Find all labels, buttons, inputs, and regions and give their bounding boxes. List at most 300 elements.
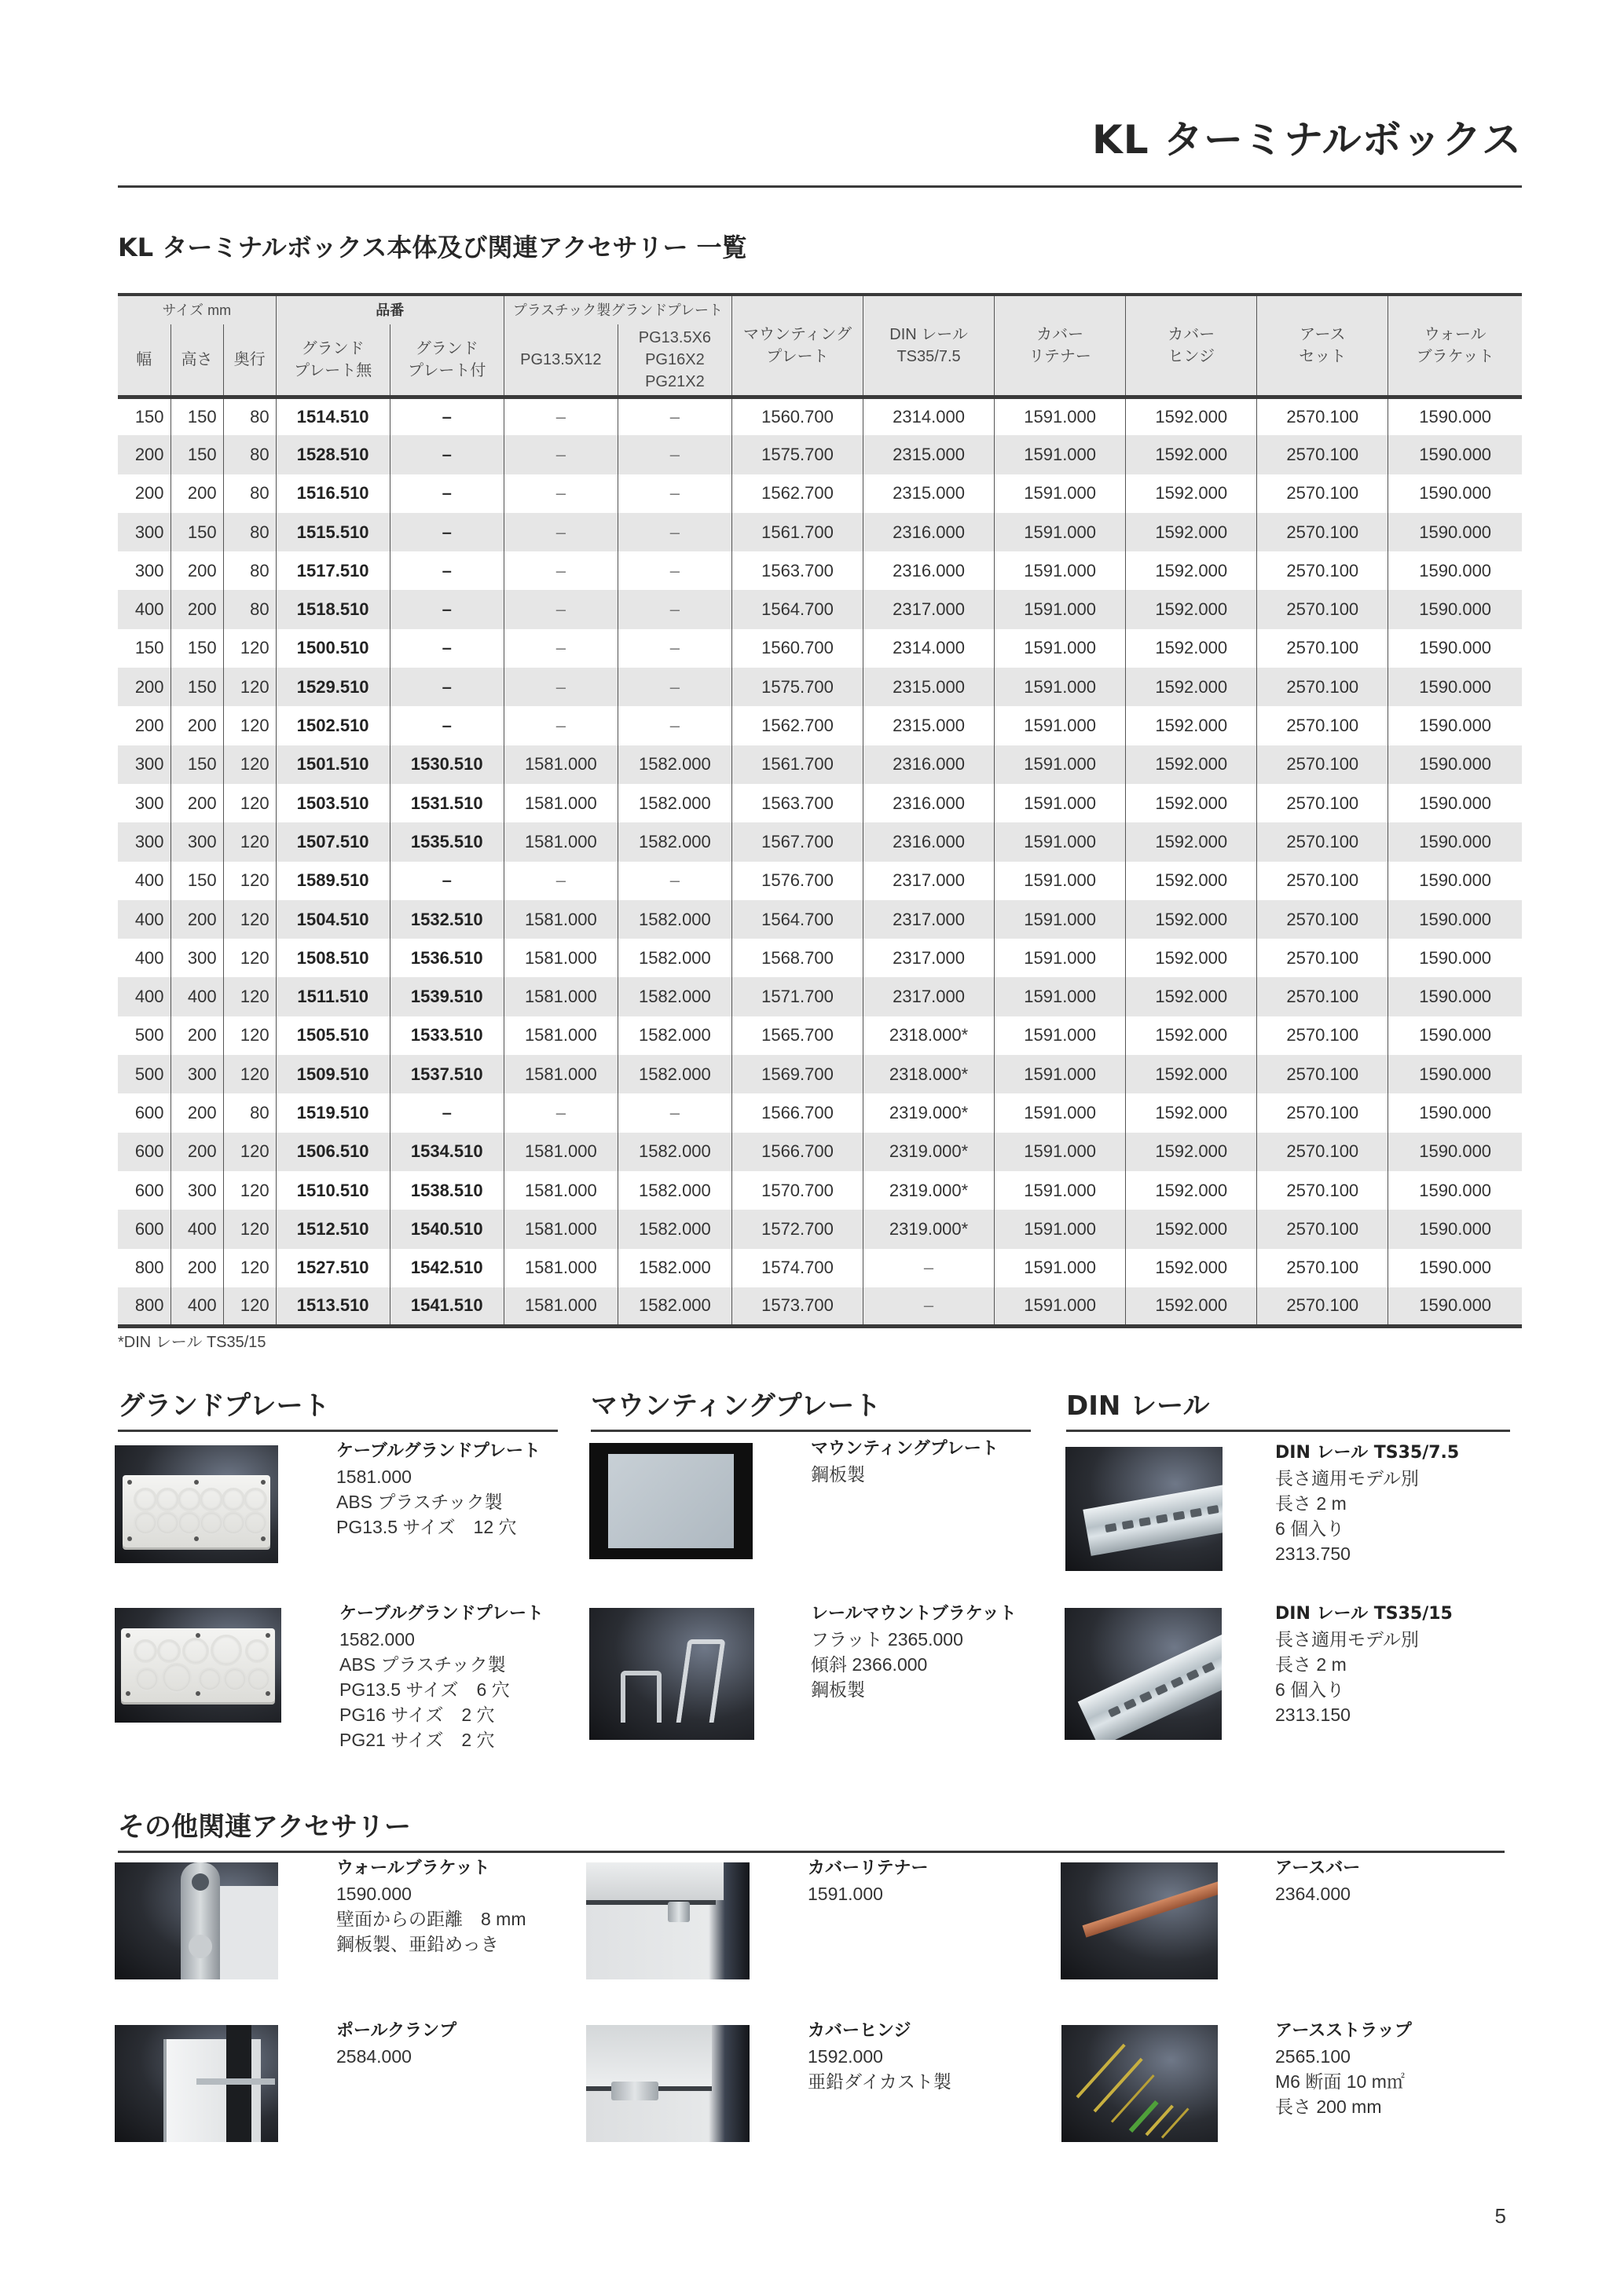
table-cell: 1590.000: [1388, 939, 1522, 977]
table-cell: 1516.510: [276, 474, 390, 513]
accessory-text: [336, 1856, 596, 1957]
table-cell: –: [504, 629, 618, 668]
table-cell: 300: [134, 754, 164, 774]
table-cell: 1590.000: [1388, 862, 1522, 900]
table-cell: 1582.000: [618, 939, 731, 977]
table-cell: 120: [223, 784, 276, 822]
table-cell: –: [390, 590, 504, 628]
table-cell: 1591.000: [995, 668, 1126, 706]
header-group-size: サイズ mm: [162, 302, 232, 318]
table-cell: 1562.700: [731, 706, 863, 745]
table-cell: 2570.100: [1257, 706, 1388, 745]
table-cell: 1590.000: [1388, 1171, 1522, 1210]
din-rail-7-5-photo: [1065, 1447, 1223, 1571]
table-cell: 200: [170, 784, 223, 822]
table-cell: 1582.000: [618, 900, 731, 939]
table-cell: 1581.000: [504, 784, 618, 822]
table-cell: 80: [223, 397, 276, 435]
table-cell: 1590.000: [1388, 1016, 1522, 1055]
header-depth: 奥行: [223, 324, 276, 397]
earth-strap-photo: [1061, 2025, 1218, 2142]
table-cell: –: [618, 397, 731, 435]
accessory-part-number: 2364.000: [1275, 1884, 1351, 1904]
table-cell: 2315.000: [863, 435, 995, 474]
table-row: [118, 629, 1522, 668]
table-cell: 800: [134, 1258, 164, 1278]
table-cell: 2570.100: [1257, 1093, 1388, 1132]
table-cell: 1581.000: [504, 1210, 618, 1248]
table-cell: –: [504, 397, 618, 435]
table-cell: –: [618, 474, 731, 513]
table-cell: 600: [134, 1180, 164, 1200]
table-cell: 2316.000: [863, 513, 995, 551]
table-cell: –: [390, 668, 504, 706]
table-cell: 1566.700: [731, 1133, 863, 1171]
table-cell: 1590.000: [1388, 1210, 1522, 1248]
table-row: [118, 784, 1522, 822]
table-cell: 2318.000*: [863, 1016, 995, 1055]
table-row: [118, 939, 1522, 977]
table-cell: 80: [223, 1093, 276, 1132]
table-cell: 1509.510: [276, 1055, 390, 1093]
wall-bracket-photo: [115, 1862, 278, 1979]
table-row: [118, 1287, 1522, 1326]
table-cell: 2570.100: [1257, 435, 1388, 474]
table-cell: 1592.000: [1126, 551, 1257, 590]
table-cell: 1575.700: [731, 668, 863, 706]
accessory-spec: M6 断面 10 m㎡: [1275, 2071, 1405, 2092]
page-number: 5: [1494, 2204, 1506, 2228]
table-cell: 1582.000: [618, 745, 731, 784]
product-table-container: [118, 293, 1522, 1328]
table-cell: 2316.000: [863, 551, 995, 590]
table-cell: 1592.000: [1126, 939, 1257, 977]
table-cell: 1592.000: [1126, 668, 1257, 706]
table-cell: 1528.510: [276, 435, 390, 474]
table-cell: 120: [223, 629, 276, 668]
table-cell: 1564.700: [731, 900, 863, 939]
accessory-spec: 長さ適用モデル別: [1275, 1629, 1419, 1650]
table-cell: 1591.000: [995, 862, 1126, 900]
table-cell: 200: [134, 716, 164, 736]
table-cell: 1592.000: [1126, 590, 1257, 628]
table-cell: 500: [134, 1064, 164, 1084]
table-cell: 200: [170, 1133, 223, 1171]
table-row: [118, 397, 1522, 435]
header-pg13-5x12: PG13.5X12: [504, 324, 618, 397]
table-cell: 1592.000: [1126, 1210, 1257, 1248]
table-cell: 1581.000: [504, 977, 618, 1016]
accessory-text: [808, 1856, 1067, 1906]
table-cell: 1576.700: [731, 862, 863, 900]
table-cell: 1532.510: [390, 900, 504, 939]
table-cell: 2319.000*: [863, 1093, 995, 1132]
table-cell: 300: [134, 793, 164, 813]
table-cell: 2570.100: [1257, 1287, 1388, 1326]
table-cell: 1542.510: [390, 1249, 504, 1287]
table-cell: 1511.510: [276, 977, 390, 1016]
accessory-text: [336, 2019, 596, 2069]
table-cell: 1591.000: [995, 784, 1126, 822]
table-cell: –: [618, 668, 731, 706]
table-cell: 300: [134, 560, 164, 580]
table-cell: 400: [134, 870, 164, 891]
accessory-text: [811, 1437, 1070, 1487]
table-cell: 1539.510: [390, 977, 504, 1016]
table-row: [118, 706, 1522, 745]
table-cell: 2317.000: [863, 939, 995, 977]
gland-plate-section-title: グランドプレート: [118, 1390, 330, 1422]
header-wall-bracket: ウォール ブラケット: [1388, 295, 1522, 397]
table-cell: 400: [134, 947, 164, 968]
accessory-name: カバーリテナー: [808, 1858, 929, 1878]
table-cell: 1591.000: [995, 397, 1126, 435]
rail-mount-bracket-photo: [589, 1608, 754, 1740]
table-cell: 2570.100: [1257, 784, 1388, 822]
table-cell: 1581.000: [504, 1249, 618, 1287]
table-cell: 1592.000: [1126, 1055, 1257, 1093]
header-earth-set: アース セット: [1257, 295, 1388, 397]
accessory-name: DIN レール TS35/15: [1275, 1604, 1453, 1624]
table-cell: 2570.100: [1257, 862, 1388, 900]
table-cell: 1581.000: [504, 1016, 618, 1055]
table-cell: 1582.000: [618, 822, 731, 861]
table-cell: 1582.000: [618, 1249, 731, 1287]
table-row: [118, 745, 1522, 784]
accessory-spec: 6 個入り: [1275, 1679, 1345, 1700]
table-row: [118, 551, 1522, 590]
table-cell: 1567.700: [731, 822, 863, 861]
table-cell: 1564.700: [731, 590, 863, 628]
mounting-plate-section-title: マウンティングプレート: [591, 1390, 882, 1422]
accessory-text: [339, 1602, 599, 1752]
table-cell: 2570.100: [1257, 397, 1388, 435]
table-cell: –: [504, 862, 618, 900]
table-cell: 2317.000: [863, 900, 995, 939]
table-cell: 200: [170, 706, 223, 745]
accessory-text: [811, 1602, 1070, 1702]
table-cell: 1518.510: [276, 590, 390, 628]
table-cell: –: [390, 397, 504, 435]
table-cell: 1590.000: [1388, 590, 1522, 628]
table-cell: 1592.000: [1126, 1133, 1257, 1171]
table-cell: –: [504, 590, 618, 628]
table-cell: 1592.000: [1126, 1171, 1257, 1210]
gland-plate-mixed-holes-photo: [115, 1608, 281, 1723]
table-cell: 1581.000: [504, 1055, 618, 1093]
table-cell: 1590.000: [1388, 551, 1522, 590]
table-cell: 2314.000: [863, 629, 995, 668]
table-cell: 1538.510: [390, 1171, 504, 1210]
table-cell: 150: [170, 629, 223, 668]
table-cell: 500: [134, 1025, 164, 1045]
table-cell: 1590.000: [1388, 745, 1522, 784]
table-cell: 1541.510: [390, 1287, 504, 1326]
gland-plate-divider: [118, 1430, 558, 1432]
table-cell: 1590.000: [1388, 513, 1522, 551]
table-cell: 1590.000: [1388, 435, 1522, 474]
table-cell: 1591.000: [995, 706, 1126, 745]
accessory-spec: 壁面からの距離 8 mm: [336, 1909, 526, 1929]
table-row: [118, 1133, 1522, 1171]
table-cell: 1590.000: [1388, 977, 1522, 1016]
table-cell: –: [618, 1093, 731, 1132]
table-cell: 1582.000: [618, 1055, 731, 1093]
table-cell: 2316.000: [863, 784, 995, 822]
table-cell: 120: [223, 862, 276, 900]
accessory-name: ケーブルグランドプレート: [339, 1604, 544, 1624]
mounting-plate-photo: [589, 1443, 753, 1559]
table-cell: –: [618, 435, 731, 474]
table-cell: 1581.000: [504, 939, 618, 977]
table-cell: 1510.510: [276, 1171, 390, 1210]
accessory-text: [1275, 1856, 1534, 1906]
table-cell: 1503.510: [276, 784, 390, 822]
table-cell: 2319.000*: [863, 1171, 995, 1210]
cover-retainer-photo: [586, 1862, 750, 1979]
table-cell: 1591.000: [995, 745, 1126, 784]
table-cell: 120: [223, 900, 276, 939]
table-cell: 2316.000: [863, 745, 995, 784]
table-cell: 1507.510: [276, 822, 390, 861]
table-cell: 2570.100: [1257, 745, 1388, 784]
table-cell: 1535.510: [390, 822, 504, 861]
table-cell: –: [618, 862, 731, 900]
table-cell: 2317.000: [863, 590, 995, 628]
table-cell: 1560.700: [731, 397, 863, 435]
table-cell: 1527.510: [276, 1249, 390, 1287]
table-cell: 2570.100: [1257, 474, 1388, 513]
accessory-spec: 6 個入り: [1275, 1518, 1345, 1539]
table-cell: 1590.000: [1388, 474, 1522, 513]
table-cell: 1590.000: [1388, 1249, 1522, 1287]
accessory-name: マウンティングプレート: [811, 1439, 999, 1459]
table-cell: 1590.000: [1388, 1055, 1522, 1093]
table-cell: 1573.700: [731, 1287, 863, 1326]
accessory-spec: PG13.5 サイズ 12 穴: [336, 1517, 517, 1537]
table-cell: 1561.700: [731, 745, 863, 784]
din-rail-divider: [1066, 1430, 1510, 1432]
table-cell: 800: [134, 1295, 164, 1316]
accessory-spec: 長さ適用モデル別: [1275, 1468, 1419, 1489]
header-without-gland-plate: グランド プレート無: [276, 324, 390, 397]
table-row: [118, 900, 1522, 939]
table-cell: 1592.000: [1126, 745, 1257, 784]
mounting-plate-divider: [591, 1430, 1031, 1432]
table-cell: 1589.510: [276, 862, 390, 900]
table-cell: 150: [134, 638, 164, 658]
table-cell: 2570.100: [1257, 629, 1388, 668]
accessory-spec: ABS プラスチック製: [339, 1654, 506, 1675]
table-cell: 150: [170, 435, 223, 474]
table-cell: 1592.000: [1126, 513, 1257, 551]
table-cell: 1591.000: [995, 1093, 1126, 1132]
table-cell: 2315.000: [863, 706, 995, 745]
table-cell: 2570.100: [1257, 551, 1388, 590]
accessory-name: アースストラップ: [1275, 2021, 1412, 2041]
table-cell: 1560.700: [731, 629, 863, 668]
table-cell: 120: [223, 977, 276, 1016]
table-cell: 2318.000*: [863, 1055, 995, 1093]
table-cell: –: [504, 668, 618, 706]
table-cell: 2570.100: [1257, 1249, 1388, 1287]
table-row: [118, 822, 1522, 861]
table-cell: 1513.510: [276, 1287, 390, 1326]
table-cell: 1590.000: [1388, 1093, 1522, 1132]
table-cell: 1572.700: [731, 1210, 863, 1248]
table-cell: 1566.700: [731, 1093, 863, 1132]
accessory-name: DIN レール TS35/7.5: [1275, 1443, 1460, 1463]
table-row: [118, 977, 1522, 1016]
table-cell: 200: [170, 474, 223, 513]
table-cell: 1592.000: [1126, 862, 1257, 900]
table-cell: 300: [170, 939, 223, 977]
table-cell: 2570.100: [1257, 939, 1388, 977]
table-cell: 1591.000: [995, 513, 1126, 551]
accessory-spec: 鋼板製: [811, 1464, 865, 1485]
header-cover-retainer: カバー リテナー: [995, 295, 1126, 397]
table-cell: 2570.100: [1257, 822, 1388, 861]
table-cell: 120: [223, 1016, 276, 1055]
table-cell: 1591.000: [995, 590, 1126, 628]
table-cell: 150: [170, 668, 223, 706]
table-cell: 1592.000: [1126, 1249, 1257, 1287]
table-cell: 200: [170, 1249, 223, 1287]
accessory-part-number: 2565.100: [1275, 2046, 1351, 2067]
table-cell: 2570.100: [1257, 1133, 1388, 1171]
din-rail-section-title: DIN レール: [1066, 1390, 1210, 1422]
table-cell: 1582.000: [618, 1171, 731, 1210]
table-cell: 1591.000: [995, 629, 1126, 668]
table-cell: 1590.000: [1388, 1287, 1522, 1326]
table-cell: 2570.100: [1257, 1171, 1388, 1210]
table-cell: 400: [170, 977, 223, 1016]
accessory-part-number: 傾斜 2366.000: [811, 1654, 928, 1675]
accessory-spec: 長さ 2 m: [1275, 1654, 1347, 1675]
table-cell: 1581.000: [504, 822, 618, 861]
table-cell: 1590.000: [1388, 900, 1522, 939]
table-cell: –: [863, 1249, 995, 1287]
accessory-name: レールマウントブラケット: [811, 1604, 1017, 1624]
table-cell: –: [390, 551, 504, 590]
pole-clamp-photo: [115, 2025, 278, 2142]
table-cell: 2319.000*: [863, 1210, 995, 1248]
table-cell: 120: [223, 1249, 276, 1287]
accessory-spec: 鋼板製、亜鉛めっき: [336, 1934, 499, 1954]
accessory-part-number: 2313.150: [1275, 1705, 1351, 1725]
gland-plate-12-holes-photo: [115, 1445, 278, 1563]
table-cell: 1574.700: [731, 1249, 863, 1287]
table-cell: 1591.000: [995, 435, 1126, 474]
table-cell: 1592.000: [1126, 1016, 1257, 1055]
table-cell: 2570.100: [1257, 513, 1388, 551]
table-cell: 1570.700: [731, 1171, 863, 1210]
table-cell: 200: [134, 676, 164, 697]
table-cell: 2319.000*: [863, 1133, 995, 1171]
table-cell: 1515.510: [276, 513, 390, 551]
table-cell: 1533.510: [390, 1016, 504, 1055]
accessory-spec: 長さ 2 m: [1275, 1493, 1347, 1514]
table-cell: 80: [223, 435, 276, 474]
table-cell: 2314.000: [863, 397, 995, 435]
table-cell: 200: [134, 444, 164, 464]
table-cell: 1592.000: [1126, 822, 1257, 861]
table-cell: 400: [170, 1210, 223, 1248]
table-cell: 1590.000: [1388, 1133, 1522, 1171]
table-cell: 400: [134, 599, 164, 620]
table-cell: 1536.510: [390, 939, 504, 977]
table-cell: 600: [134, 1102, 164, 1122]
table-cell: 1592.000: [1126, 706, 1257, 745]
table-row: [118, 862, 1522, 900]
table-cell: 1592.000: [1126, 474, 1257, 513]
table-cell: 1534.510: [390, 1133, 504, 1171]
header-pg-mixed: PG13.5X6 PG16X2 PG21X2: [618, 324, 731, 397]
table-cell: 200: [170, 590, 223, 628]
header-mounting-plate: マウンティング プレート: [731, 295, 863, 397]
table-cell: 120: [223, 745, 276, 784]
accessory-text: [808, 2019, 1067, 2094]
table-cell: 1590.000: [1388, 668, 1522, 706]
table-cell: 150: [170, 513, 223, 551]
table-row: [118, 1016, 1522, 1055]
table-cell: 1590.000: [1388, 822, 1522, 861]
table-cell: 1591.000: [995, 900, 1126, 939]
table-cell: 2315.000: [863, 474, 995, 513]
table-row: [118, 1249, 1522, 1287]
table-cell: 1504.510: [276, 900, 390, 939]
table-cell: –: [504, 706, 618, 745]
table-cell: –: [618, 590, 731, 628]
accessory-name: アースバー: [1275, 1858, 1361, 1878]
table-cell: 1571.700: [731, 977, 863, 1016]
table-cell: –: [390, 1093, 504, 1132]
accessory-spec: ABS プラスチック製: [336, 1492, 503, 1512]
table-cell: 1591.000: [995, 1210, 1126, 1248]
table-row: [118, 435, 1522, 474]
table-cell: 1590.000: [1388, 629, 1522, 668]
table-cell: 1591.000: [995, 1249, 1126, 1287]
table-cell: 200: [170, 900, 223, 939]
table-cell: 1530.510: [390, 745, 504, 784]
table-cell: 1592.000: [1126, 977, 1257, 1016]
table-cell: 1500.510: [276, 629, 390, 668]
table-cell: 400: [170, 1287, 223, 1326]
table-cell: 1591.000: [995, 474, 1126, 513]
header-din-rail: DIN レール TS35/7.5: [863, 295, 995, 397]
table-cell: 1529.510: [276, 668, 390, 706]
accessory-spec: PG13.5 サイズ 6 穴: [339, 1679, 510, 1700]
table-row: [118, 1055, 1522, 1093]
header-cover-hinge: カバー ヒンジ: [1126, 295, 1257, 397]
accessory-spec: 長さ 200 mm: [1275, 2096, 1382, 2117]
table-cell: 300: [170, 822, 223, 861]
table-cell: 1569.700: [731, 1055, 863, 1093]
table-cell: 1592.000: [1126, 435, 1257, 474]
accessory-part-number: フラット 2365.000: [811, 1629, 963, 1650]
table-cell: 300: [170, 1055, 223, 1093]
accessory-part-number: 1590.000: [336, 1884, 412, 1904]
cover-hinge-photo: [586, 2025, 750, 2142]
accessory-name: ポールクランプ: [336, 2021, 457, 2041]
table-cell: –: [504, 435, 618, 474]
table-cell: 2316.000: [863, 822, 995, 861]
table-cell: 600: [134, 1141, 164, 1162]
table-cell: 1568.700: [731, 939, 863, 977]
table-cell: 2570.100: [1257, 1210, 1388, 1248]
table-cell: 600: [134, 1218, 164, 1239]
header-width: 幅: [136, 350, 152, 368]
